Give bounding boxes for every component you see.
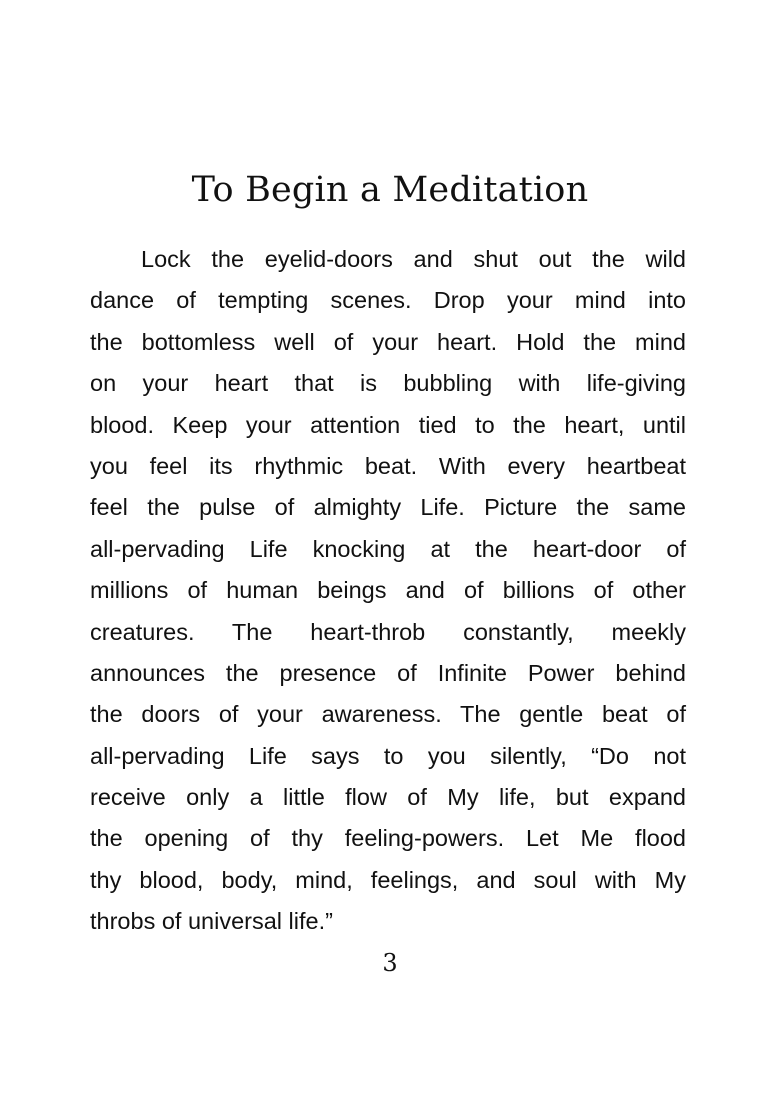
paragraph-line: on your heart that is bubbling with life-giving	[90, 370, 686, 397]
meditation-paragraph	[90, 239, 686, 943]
paragraph-line: the opening of thy feeling-powers. Let Me flood	[90, 825, 686, 852]
paragraph-line: blood. Keep your attention tied to the heart, until	[90, 411, 686, 438]
paragraph-line: the bottomless well of your heart. Hold the mind	[90, 328, 686, 355]
paragraph-line: the doors of your awareness. The gentle beat of	[90, 701, 686, 728]
page-number: 3	[382, 949, 398, 977]
paragraph-line: feel the pulse of almighty Life. Picture the same	[90, 494, 686, 521]
paragraph-line: throbs of universal life.”	[90, 908, 333, 935]
paragraph-line: receive only a little flow of My life, but expand	[90, 784, 686, 811]
paragraph-line: all-pervading Life knocking at the heart-door of	[90, 535, 686, 562]
paragraph-line: millions of human beings and of billions of other	[90, 577, 686, 604]
paragraph-line: creatures. The heart-throb constantly, meekly	[90, 618, 686, 645]
paragraph-line: you feel its rhythmic beat. With every heartbeat	[90, 452, 686, 479]
paragraph-line: announces the presence of Infinite Power behind	[90, 659, 686, 686]
page-title: To Begin a Meditation	[191, 170, 589, 210]
paragraph-line: dance of tempting scenes. Drop your mind into	[90, 287, 686, 314]
paragraph-line: Lock the eyelid-doors and shut out the wild	[141, 246, 686, 272]
paragraph-line: thy blood, body, mind, feelings, and soul with My	[90, 866, 686, 893]
paragraph-line: all-pervading Life says to you silently, “Do not	[90, 742, 686, 769]
